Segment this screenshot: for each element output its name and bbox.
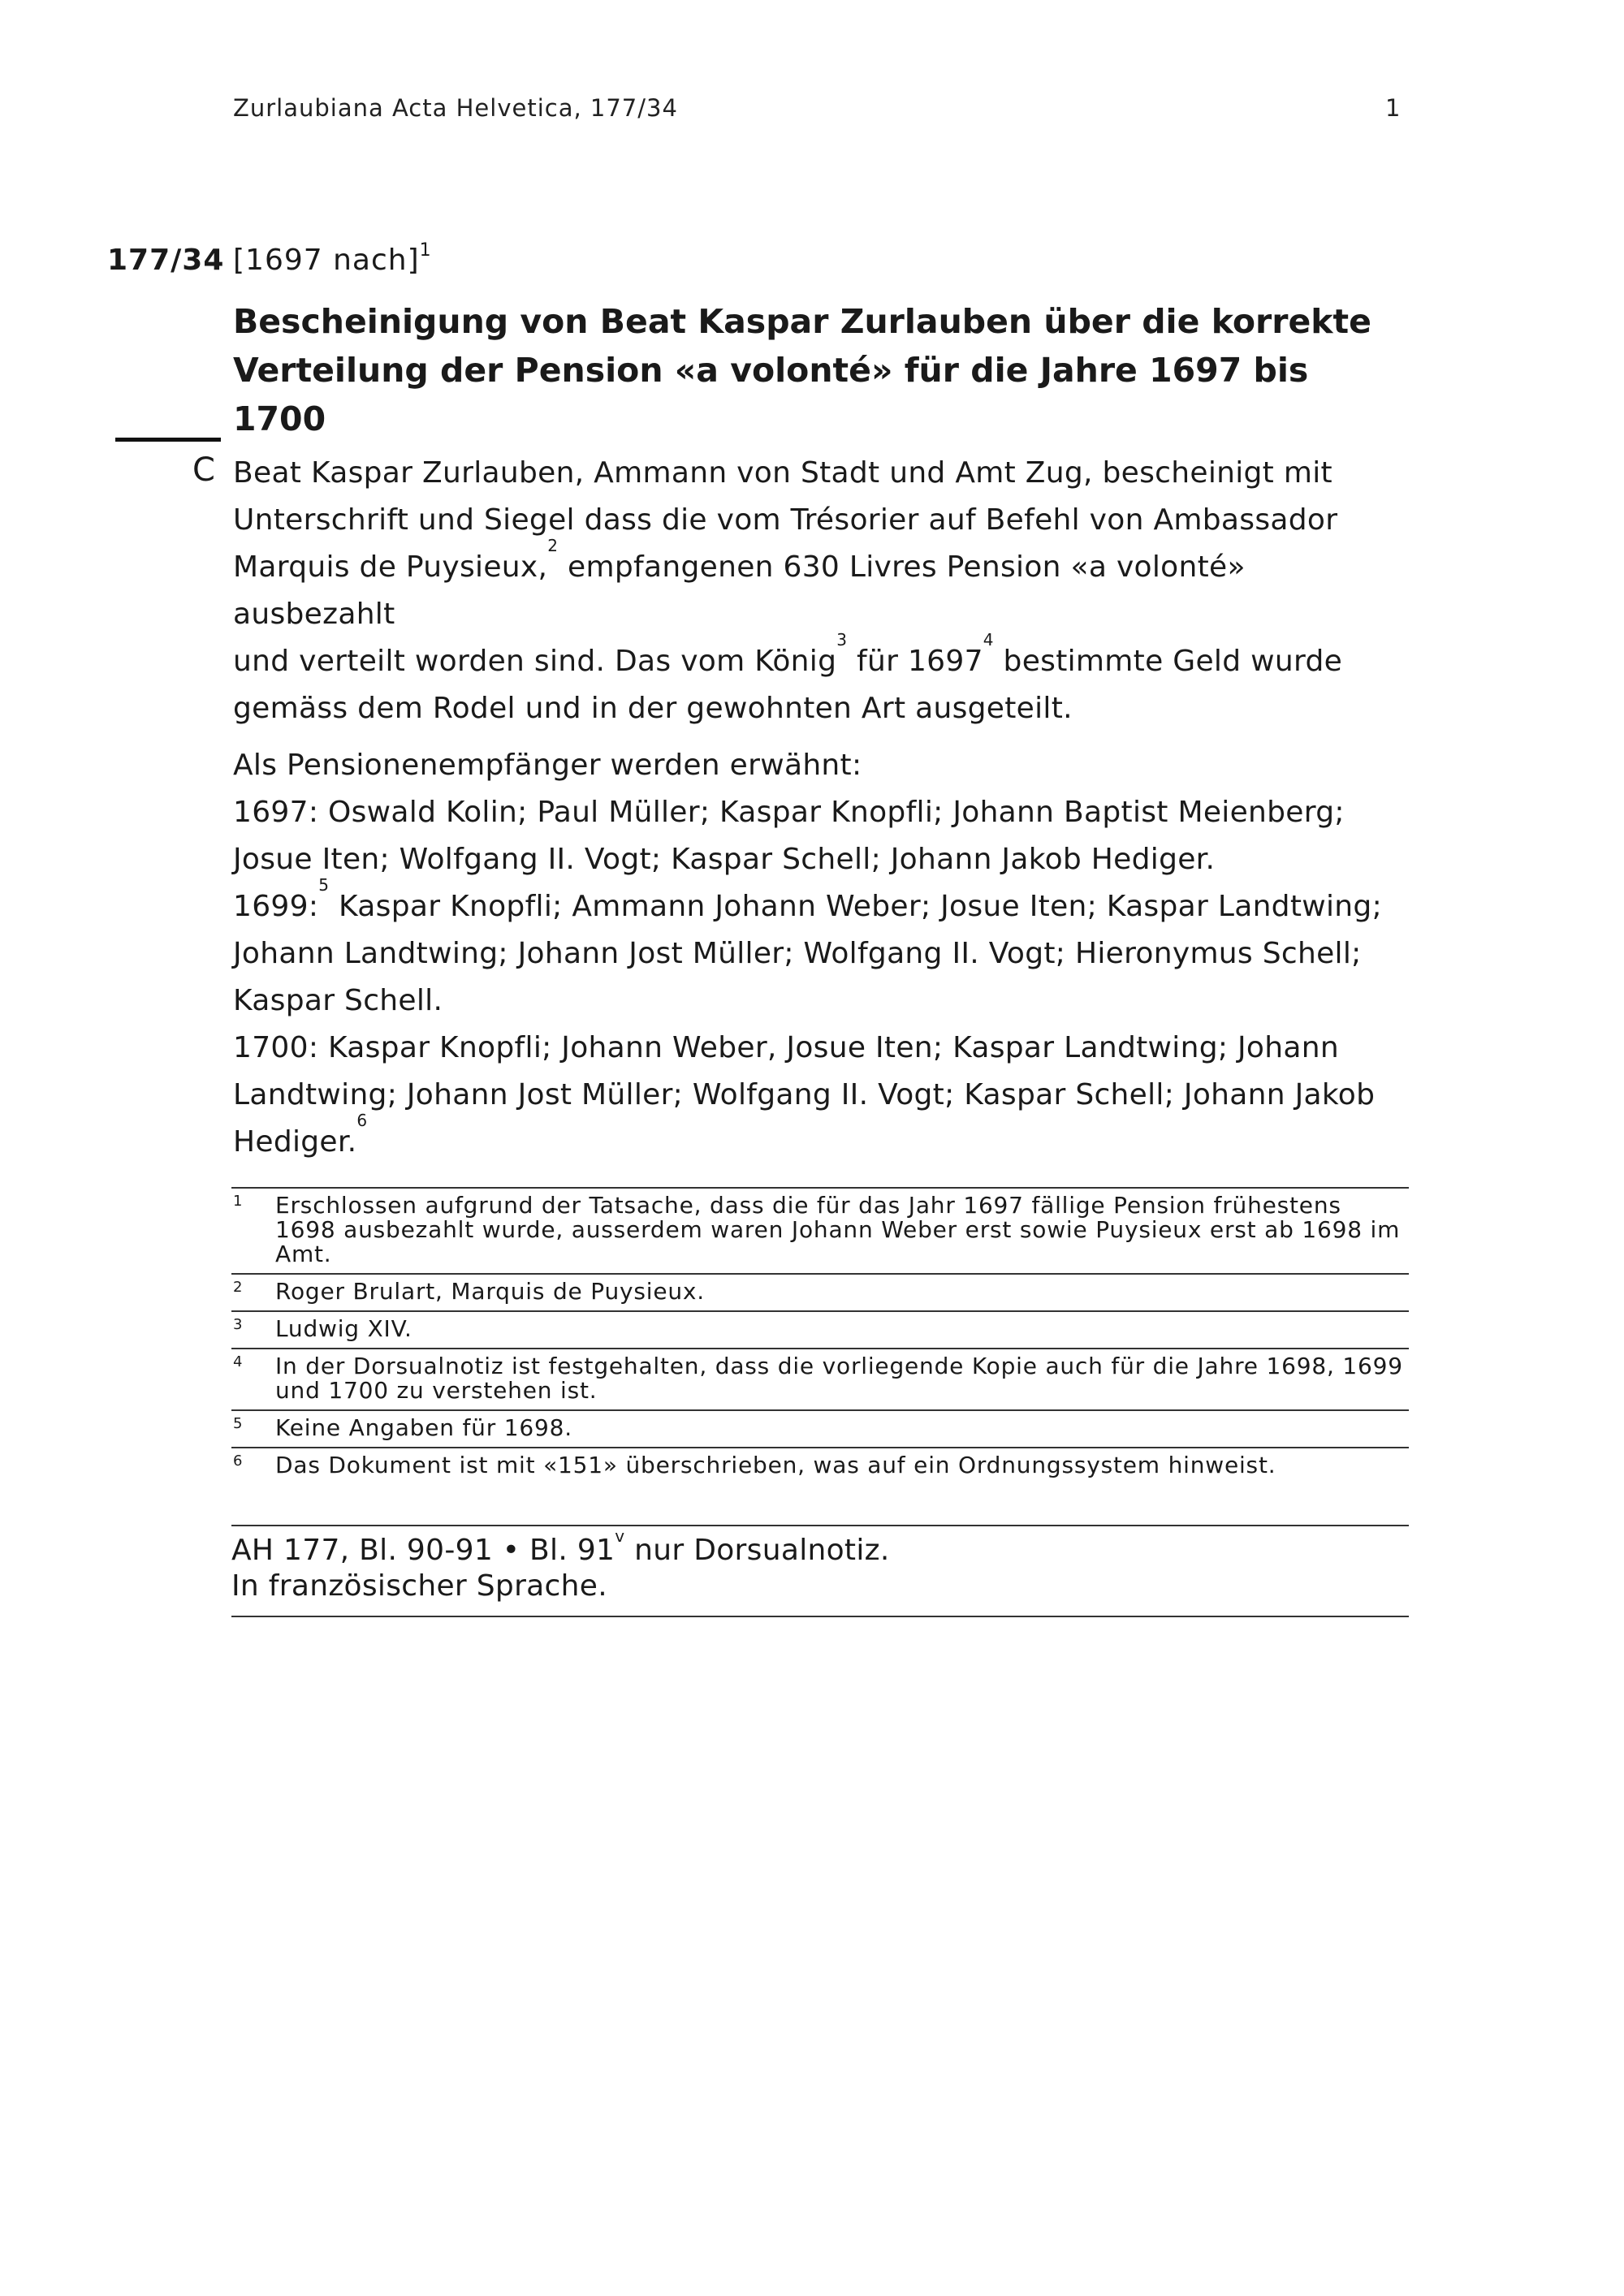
footnotes: [231, 1187, 1409, 1484]
body-line: Landtwing; Johann Jost Müller; Wolfgang II. Vogt; Kaspar Schell; Johann Jakob: [233, 1078, 1376, 1111]
body-line: gemäss dem Rodel und in der gewohnten Art ausgeteilt.: [233, 692, 1073, 725]
source-text: AH 177, Bl. 90-91 • Bl. 91: [231, 1534, 615, 1567]
body-line: Kaspar Schell.: [233, 984, 443, 1017]
body-text: und verteilt worden sind. Das vom König: [233, 645, 837, 678]
section-marker: C: [192, 451, 215, 489]
source-text: nur Dorsualnotiz.: [624, 1534, 890, 1567]
body-text: Hediger.: [233, 1125, 357, 1159]
footnote-text: Keine Angaben für 1698.: [275, 1414, 572, 1441]
document-title: [233, 297, 1402, 443]
verso-marker: v: [615, 1526, 625, 1546]
footnote-ref-4[interactable]: 4: [983, 630, 994, 650]
footnote: [231, 1187, 1409, 1273]
body-line: 1697: Oswald Kolin; Paul Müller; Kaspar Knopfli; Johann Baptist Meienberg;: [233, 796, 1345, 829]
body-text: empfangenen 630 Livres Pension «a volonté» ausbezahlt: [233, 550, 1246, 631]
document-number: 177/34: [107, 244, 225, 277]
footnote: [231, 1348, 1409, 1409]
body-line: Unterschrift und Siegel dass die vom Trésorier auf Befehl von Ambassador: [233, 503, 1338, 537]
source-line: [231, 1526, 1409, 1569]
regest-paragraph-summary: [233, 450, 1410, 732]
footnote-number: 2: [233, 1279, 244, 1296]
footnote-ref-3[interactable]: 3: [836, 630, 848, 650]
footnote-number: 3: [233, 1316, 244, 1333]
footnote: [231, 1447, 1409, 1484]
body-line: 1700: Kaspar Knopfli; Johann Weber, Josue Iten; Kaspar Landtwing; Johann: [233, 1031, 1339, 1064]
footnote: [231, 1409, 1409, 1447]
body-text: Kaspar Knopfli; Ammann Johann Weber; Josue Iten; Kaspar Landtwing;: [329, 890, 1382, 923]
body-text: für 1697: [847, 645, 983, 678]
body-text: bestimmte Geld wurde: [993, 645, 1343, 678]
body-line: [233, 1111, 1410, 1166]
footnote-number: 1: [233, 1193, 244, 1210]
footnote-text: Erschlossen aufgrund der Tatsache, dass die für das Jahr 1697 fällige Pension frühestens 1698 ausbezahlt wurde, ausserdem waren Johann Weber erst sowie Puysieux erst ab 1698 im Amt.: [275, 1192, 1401, 1267]
section-divider: [115, 438, 221, 442]
document-date-text: [1697 nach]: [233, 244, 420, 277]
footnote-number: 5: [233, 1415, 244, 1432]
footnote-text: Das Dokument ist mit «151» überschrieben, was auf ein Ordnungssystem hinweist.: [275, 1452, 1276, 1478]
footnote-ref-6[interactable]: 6: [356, 1111, 368, 1130]
source-note: [231, 1525, 1409, 1617]
footnote-ref-5[interactable]: 5: [318, 875, 330, 895]
footnote-number: 4: [233, 1353, 244, 1370]
footnote-ref-2[interactable]: 2: [547, 536, 559, 555]
body-line: [233, 630, 1410, 685]
body-text: Marquis de Puysieux,: [233, 550, 548, 584]
body-line: Beat Kaspar Zurlauben, Ammann von Stadt und Amt Zug, bescheinigt mit: [233, 456, 1332, 490]
document-date: [233, 240, 432, 277]
running-header-title: Zurlaubiana Acta Helvetica, 177/34: [233, 94, 678, 122]
source-language: In französischer Sprache.: [231, 1569, 607, 1603]
body-line: Als Pensionenempfänger werden erwähnt:: [233, 749, 862, 782]
body-line: [233, 875, 1410, 930]
regest-paragraph-recipients: [233, 742, 1410, 1166]
body-line: [233, 536, 1410, 638]
body-text: 1699:: [233, 890, 319, 923]
footnote-text: Roger Brulart, Marquis de Puysieux.: [275, 1278, 705, 1305]
body-line: Johann Landtwing; Johann Jost Müller; Wolfgang II. Vogt; Hieronymus Schell;: [233, 937, 1362, 970]
footnote-text: In der Dorsualnotiz ist festgehalten, dass die vorliegende Kopie auch für die Jahre 1698, 1699 und 1700 zu verstehen ist.: [275, 1353, 1403, 1404]
footnote: [231, 1310, 1409, 1348]
footnote-text: Ludwig XIV.: [275, 1315, 412, 1342]
regest-body: [233, 450, 1410, 1166]
body-line: Josue Iten; Wolfgang II. Vogt; Kaspar Schell; Johann Jakob Hediger.: [233, 843, 1216, 876]
document-title-line-1: Bescheinigung von Beat Kaspar Zurlauben über die korrekte: [233, 302, 1371, 341]
page-number: 1: [1385, 94, 1401, 122]
footnote-ref-1[interactable]: 1: [419, 240, 432, 261]
footnote-number: 6: [233, 1452, 244, 1470]
document-title-line-2: Verteilung der Pension «a volonté» für die Jahre 1697 bis 1700: [233, 351, 1309, 438]
footnote: [231, 1273, 1409, 1310]
